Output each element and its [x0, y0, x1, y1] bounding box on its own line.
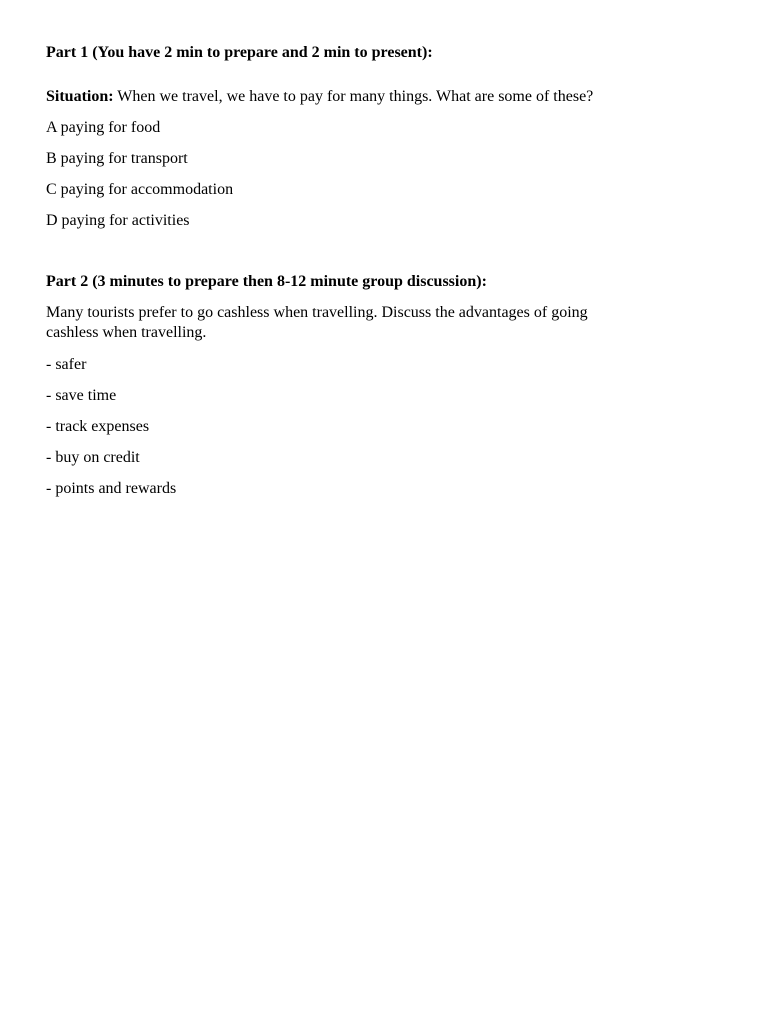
option-c: C paying for accommodation	[46, 181, 234, 198]
option-d: D paying for activities	[46, 212, 190, 229]
part1-heading: Part 1 (You have 2 min to prepare and 2 min to present):	[46, 44, 433, 61]
option-b: B paying for transport	[46, 150, 188, 167]
situation-line	[46, 87, 593, 107]
part2-intro-line2: cashless when travelling.	[46, 324, 207, 341]
situation-text: When we travel, we have to pay for many things. What are some of these?	[113, 88, 594, 105]
part2-heading: Part 2 (3 minutes to prepare then 8-12 minute group discussion):	[46, 273, 487, 290]
point-safer: - safer	[46, 356, 87, 373]
option-a: A paying for food	[46, 119, 161, 136]
part2-intro-line1: Many tourists prefer to go cashless when travelling. Discuss the advantages of going	[46, 304, 588, 321]
point-track-expenses: - track expenses	[46, 418, 150, 435]
point-save-time: - save time	[46, 387, 117, 404]
situation-label: Situation:	[46, 88, 114, 105]
point-buy-on-credit: - buy on credit	[46, 449, 140, 466]
point-points-rewards: - points and rewards	[46, 480, 177, 497]
